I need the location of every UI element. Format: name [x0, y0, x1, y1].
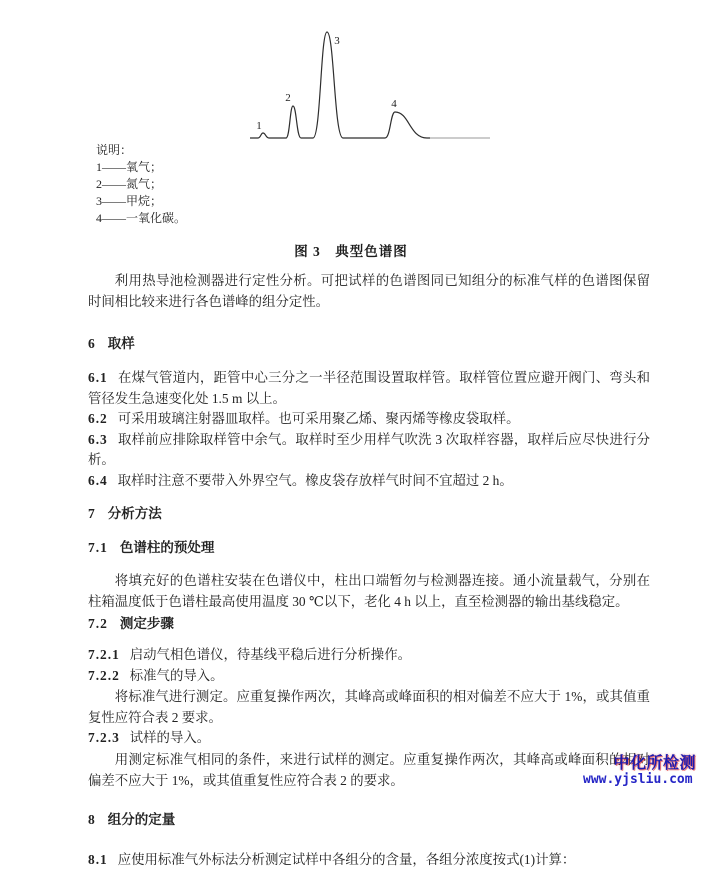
legend-item-carbon-monoxide: 4——一氧化碳。	[96, 210, 186, 227]
peak-label-2: 2	[285, 92, 291, 104]
paragraph-qualitative-analysis: 利用热导池检测器进行定性分析。可把试样的色谱图同已知组分的标准气样的色谱图保留时间相比较来进行各色谱峰的组分定性。	[88, 270, 650, 312]
document-body	[88, 266, 650, 870]
clause-7-2-1: 7.2.1 启动气相色谱仪，待基线平稳后进行分析操作。	[88, 645, 650, 666]
clause-6-1: 6.1 在煤气管道内，距管中心三分之一半径范围设置取样管。取样管位置应避开阀门、弯头和管径发生急速变化处 1.5 m 以上。	[88, 368, 650, 409]
chromatogram-figure	[0, 0, 702, 150]
heading-section-8: 8 组分的定量	[88, 812, 650, 827]
paragraph-standard-gas: 将标准气进行测定。应重复操作两次，其峰高或峰面积的相对偏差不应大于 1%，或其值重复性应符合表 2 要求。	[88, 686, 650, 728]
clause-6-4: 6.4 取样时注意不要带入外界空气。橡皮袋存放样气时间不宜超过 2 h。	[88, 471, 650, 492]
legend-item-methane: 3——甲烷；	[96, 193, 186, 210]
legend-item-nitrogen: 2——氮气；	[96, 176, 186, 193]
peak-label-3: 3	[334, 35, 340, 47]
heading-section-7: 7 分析方法	[88, 506, 650, 521]
chromatogram-trace	[250, 32, 430, 138]
heading-section-6: 6 取样	[88, 336, 650, 351]
heading-section-7-2: 7.2 测定步骤	[88, 616, 650, 631]
watermark-logo	[583, 756, 698, 786]
legend-title: 说明：	[96, 142, 186, 159]
clause-6-2: 6.2 可采用玻璃注射器皿取样。也可采用聚乙烯、聚丙烯等橡皮袋取样。	[88, 409, 650, 430]
clause-8-1: 8.1 应使用标准气外标法分析测定试样中各组分的含量，各组分浓度按式(1)计算：	[88, 850, 650, 870]
watermark-logo-url: www.yjsliu.com	[583, 773, 698, 786]
clause-7-2-3: 7.2.3 试样的导入。	[88, 728, 650, 749]
heading-section-7-1: 7.1 色谱柱的预处理	[88, 540, 650, 555]
clause-7-2-2: 7.2.2 标准气的导入。	[88, 666, 650, 687]
paragraph-sample-gas: 用测定标准气相同的条件，来进行试样的测定。应重复操作两次，其峰高或峰面积的相对偏差不应大于 1%，或其值重复性应符合表 2 的要求。	[88, 749, 650, 791]
peak-labels	[256, 35, 397, 132]
clause-6-3: 6.3 取样前应排除取样管中余气。取样时至少用样气吹洗 3 次取样容器，取样后应尽快进行分析。	[88, 430, 650, 471]
figure-legend	[96, 142, 186, 227]
peak-label-1: 1	[256, 120, 262, 132]
legend-item-oxygen: 1——氧气；	[96, 159, 186, 176]
peak-label-4: 4	[391, 98, 397, 110]
figure-caption: 图 3 典型色谱图	[0, 240, 702, 260]
watermark-logo-title: 中化所检测	[583, 756, 698, 772]
paragraph-column-pretreatment: 将填充好的色谱柱安装在色谱仪中，柱出口端暂勿与检测器连接。通小流量载气，分别在柱箱温度低于色谱柱最高使用温度 30 ℃以下，老化 4 h 以上，直至检测器的输出基线稳定。	[88, 570, 650, 612]
